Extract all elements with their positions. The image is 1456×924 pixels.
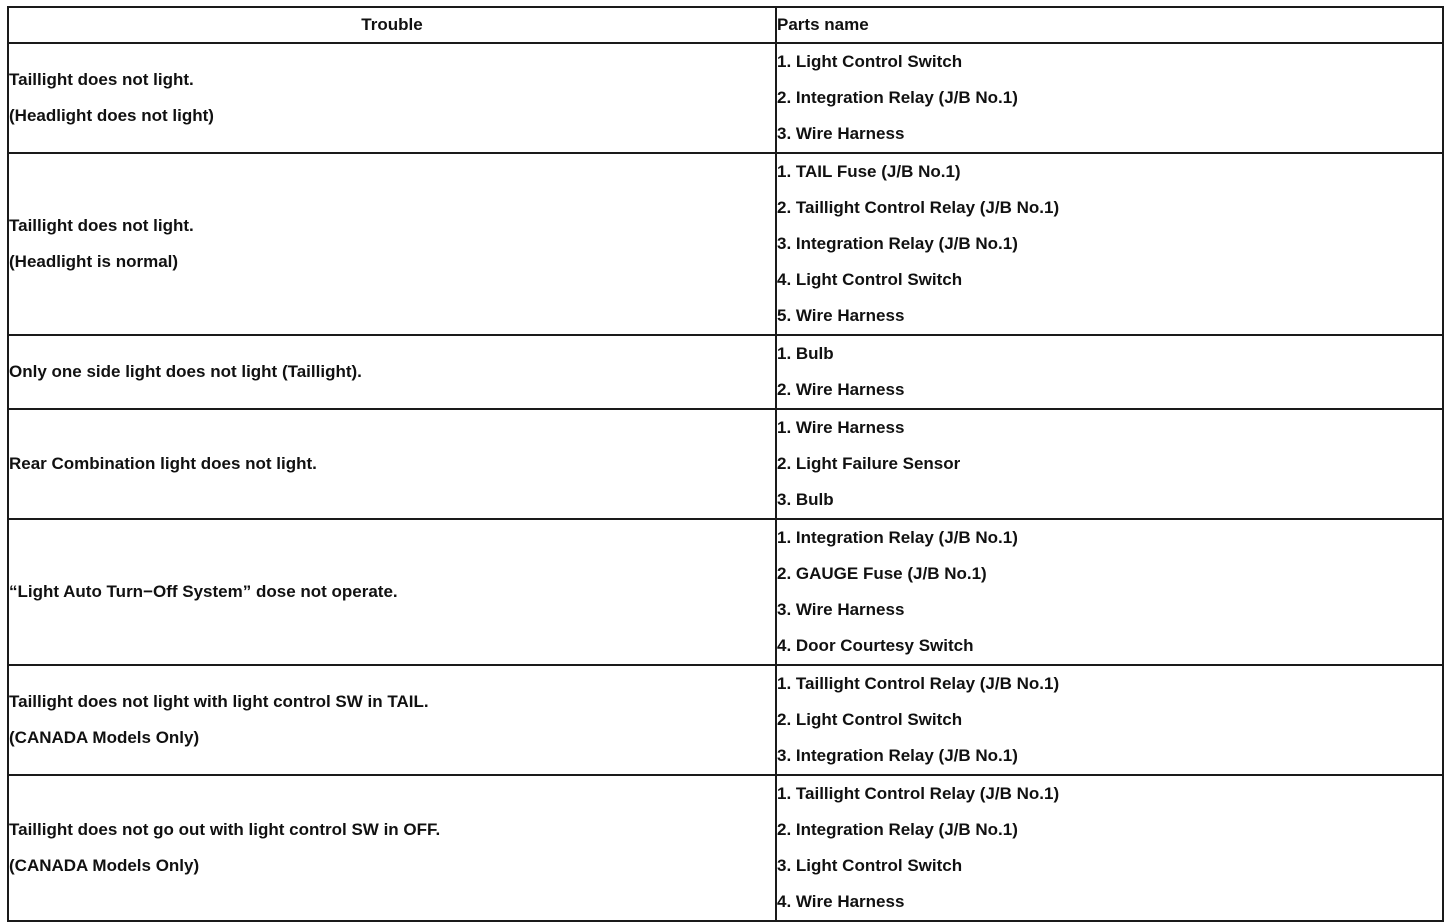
part-item: 1. Taillight Control Relay (J/B No.1): [777, 674, 1060, 693]
part-item: 3. Bulb: [777, 490, 834, 509]
parts-cell: [776, 43, 1443, 153]
trouble-text: Taillight does not light.: [9, 70, 194, 89]
trouble-text: Taillight does not light.: [9, 216, 194, 235]
trouble-cell: [8, 775, 776, 921]
parts-cell: [776, 335, 1443, 409]
trouble-text: “Light Auto Turn−Off System” dose not operate.: [9, 582, 398, 601]
part-item: 1. Light Control Switch: [777, 52, 963, 71]
part-item: 1. Wire Harness: [777, 418, 905, 437]
trouble-cell: [8, 409, 776, 519]
trouble-text: Only one side light does not light (Taillight).: [9, 362, 362, 381]
trouble-text: Rear Combination light does not light.: [9, 454, 317, 473]
part-item: 5. Wire Harness: [777, 306, 905, 325]
trouble-cell: [8, 519, 776, 665]
table-body: [8, 43, 1443, 921]
part-item: 3. Wire Harness: [777, 124, 905, 143]
trouble-cell: [8, 43, 776, 153]
table-row: [8, 665, 1443, 775]
part-item: 2. Light Failure Sensor: [777, 454, 961, 473]
table-row: [8, 153, 1443, 335]
troubleshooting-sheet: [7, 6, 1442, 922]
header-trouble: Trouble: [8, 7, 776, 43]
part-item: 2. Integration Relay (J/B No.1): [777, 820, 1018, 839]
header-row: [8, 7, 1443, 43]
parts-cell: [776, 409, 1443, 519]
parts-cell: [776, 775, 1443, 921]
part-item: 3. Integration Relay (J/B No.1): [777, 746, 1018, 765]
part-item: 1. Taillight Control Relay (J/B No.1): [777, 784, 1060, 803]
part-item: 1. TAIL Fuse (J/B No.1): [777, 162, 961, 181]
part-item: 1. Bulb: [777, 344, 834, 363]
parts-cell: [776, 665, 1443, 775]
part-item: 2. Taillight Control Relay (J/B No.1): [777, 198, 1060, 217]
part-item: 3. Integration Relay (J/B No.1): [777, 234, 1018, 253]
parts-cell: [776, 153, 1443, 335]
trouble-text: (CANADA Models Only): [9, 856, 200, 875]
trouble-cell: [8, 665, 776, 775]
part-item: 4. Wire Harness: [777, 892, 905, 911]
part-item: 4. Light Control Switch: [777, 270, 963, 289]
table-row: [8, 775, 1443, 921]
trouble-text: (CANADA Models Only): [9, 728, 200, 747]
part-item: 2. Wire Harness: [777, 380, 905, 399]
table-row: [8, 519, 1443, 665]
part-item: 2. GAUGE Fuse (J/B No.1): [777, 564, 987, 583]
trouble-text: (Headlight does not light): [9, 106, 214, 125]
part-item: 1. Integration Relay (J/B No.1): [777, 528, 1018, 547]
part-item: 4. Door Courtesy Switch: [777, 636, 974, 655]
trouble-cell: [8, 153, 776, 335]
trouble-text: Taillight does not go out with light control SW in OFF.: [9, 820, 441, 839]
parts-cell: [776, 519, 1443, 665]
trouble-text: Taillight does not light with light control SW in TAIL.: [9, 692, 429, 711]
part-item: 3. Wire Harness: [777, 600, 905, 619]
table-row: [8, 409, 1443, 519]
header-parts-name: Parts name: [776, 7, 1443, 43]
part-item: 3. Light Control Switch: [777, 856, 963, 875]
trouble-text: (Headlight is normal): [9, 252, 179, 271]
part-item: 2. Integration Relay (J/B No.1): [777, 88, 1018, 107]
table-row: [8, 43, 1443, 153]
table-row: [8, 335, 1443, 409]
troubleshooting-table: [7, 6, 1444, 922]
trouble-cell: [8, 335, 776, 409]
part-item: 2. Light Control Switch: [777, 710, 963, 729]
